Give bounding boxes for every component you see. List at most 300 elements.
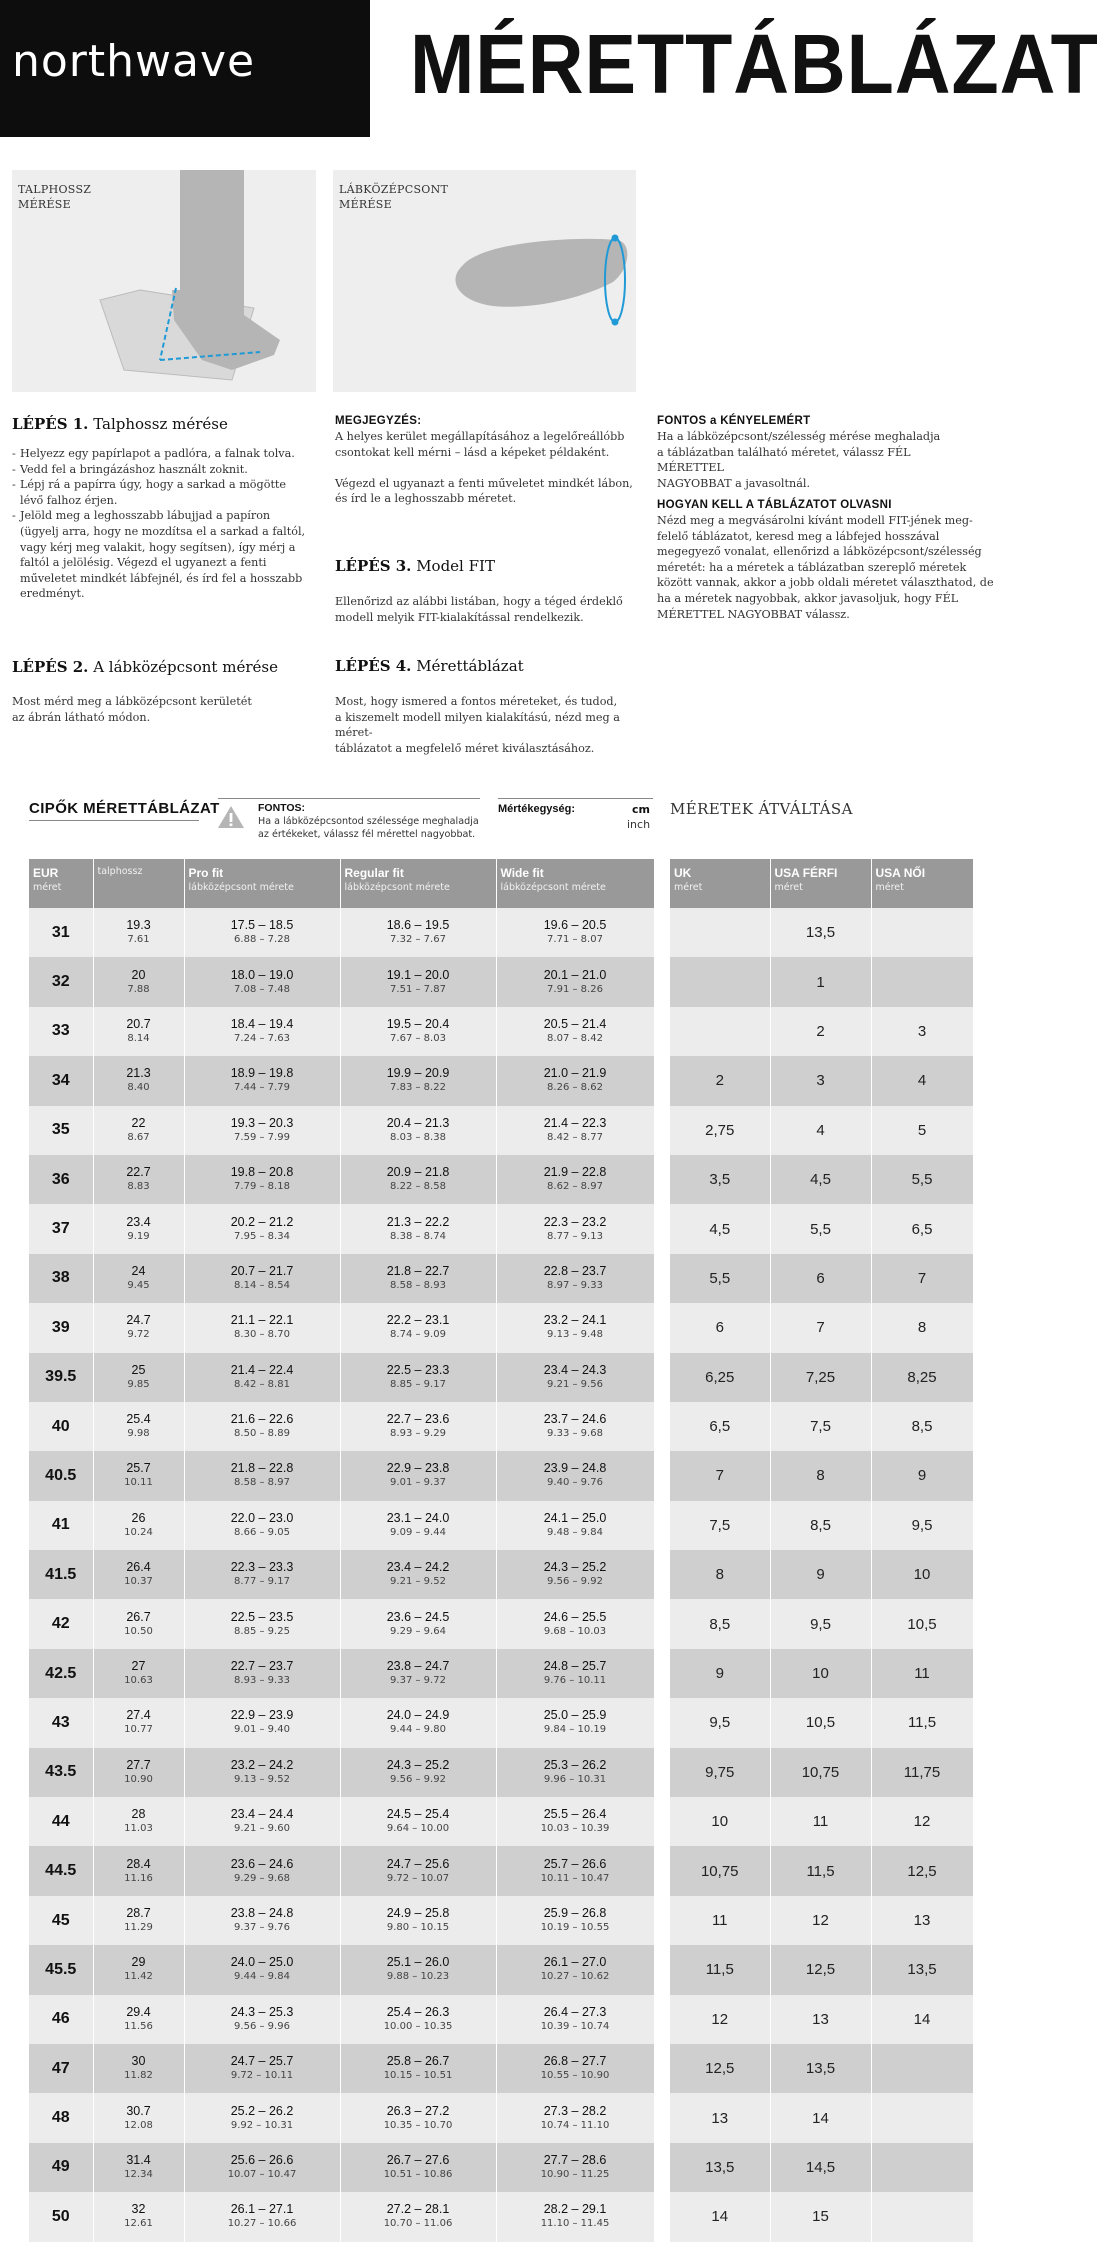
usa-women-size-cell: 5 [871, 1106, 973, 1155]
usa-women-size-cell: 8,5 [871, 1402, 973, 1451]
usa-men-size-cell: 10,5 [770, 1698, 871, 1747]
pro-fit-cell: 26.1 – 27.1 10.27 – 10.66 [184, 2192, 340, 2241]
table-row [29, 1995, 654, 2044]
conversion-table-title: MÉRETEK ÁTVÁLTÁSA [670, 800, 853, 818]
uk-size-cell: 6,25 [670, 1353, 770, 1402]
wide-fit-cell: 24.6 – 25.5 9.68 – 10.03 [496, 1599, 654, 1648]
wide-fit-cell: 26.8 – 27.7 10.55 – 10.90 [496, 2044, 654, 2093]
usa-men-size-cell: 8 [770, 1451, 871, 1500]
eur-size-cell: 38 [29, 1254, 93, 1303]
pro-fit-cell: 23.8 – 24.8 9.37 – 9.76 [184, 1896, 340, 1945]
usa-women-size-cell: 10,5 [871, 1599, 973, 1648]
eur-size-cell: 35 [29, 1106, 93, 1155]
usa-women-size-cell: 13,5 [871, 1945, 973, 1994]
table-row [670, 1501, 973, 1550]
warning-heading: FONTOS: [258, 802, 306, 814]
eur-size-cell: 49 [29, 2143, 93, 2192]
usa-women-size-cell: 12 [871, 1797, 973, 1846]
foot-length-cell: 28.7 11.29 [93, 1896, 184, 1945]
eur-size-cell: 50 [29, 2192, 93, 2241]
howto-heading: HOGYAN KELL A TÁBLÁZATOT OLVASNI [657, 499, 892, 511]
usa-women-size-cell [871, 957, 973, 1006]
regular-fit-cell: 21.8 – 22.7 8.58 – 8.93 [340, 1254, 496, 1303]
wide-fit-cell: 24.3 – 25.2 9.56 – 9.92 [496, 1550, 654, 1599]
foot-length-cell: 25 9.85 [93, 1353, 184, 1402]
regular-fit-cell: 25.4 – 26.3 10.00 – 10.35 [340, 1995, 496, 2044]
pro-fit-cell: 24.0 – 25.0 9.44 – 9.84 [184, 1945, 340, 1994]
column-header-usa-women: USA NŐI méret [871, 859, 973, 908]
regular-fit-cell: 24.9 – 25.8 9.80 – 10.15 [340, 1896, 496, 1945]
foot-label: TALPHOSSZ MÉRÉSE [18, 183, 92, 211]
divider [498, 798, 653, 799]
wide-fit-cell: 23.4 – 24.3 9.21 – 9.56 [496, 1353, 654, 1402]
step1-heading: LÉPÉS 1. Talphossz mérése [12, 415, 228, 433]
step4-text: Most, hogy ismered a fontos méreteket, és tudod, a kiszemelt modell milyen kialakítású, nézd meg a méret- táblázatot a megfelelő méret kiválasztásához. [335, 695, 620, 755]
step2-text: Most mérd meg a lábközépcsont kerületét az ábrán látható módon. [12, 695, 252, 724]
regular-fit-cell: 23.8 – 24.7 9.37 – 9.72 [340, 1649, 496, 1698]
foot-length-cell: 26.7 10.50 [93, 1599, 184, 1648]
foot-length-cell: 22 8.67 [93, 1106, 184, 1155]
uk-size-cell: 7 [670, 1451, 770, 1500]
wide-fit-cell: 22.8 – 23.7 8.97 – 9.33 [496, 1254, 654, 1303]
usa-men-size-cell: 11 [770, 1797, 871, 1846]
comfort-text: Ha a lábközépcsont/szélesség mérése meghaladja a táblázatban található méretet, válassz FÉL MÉRETTEL NAGYOBBAT a javasoltnál. [657, 430, 941, 490]
size-table-header [29, 859, 654, 908]
table-row [29, 1649, 654, 1698]
eur-size-cell: 45 [29, 1896, 93, 1945]
pro-fit-cell: 19.3 – 20.3 7.59 – 7.99 [184, 1106, 340, 1155]
foot-length-cell: 30.7 12.08 [93, 2093, 184, 2142]
wide-fit-cell: 26.1 – 27.0 10.27 – 10.62 [496, 1945, 654, 1994]
table-row [670, 1945, 973, 1994]
uk-size-cell: 12 [670, 1995, 770, 2044]
usa-women-size-cell: 10 [871, 1550, 973, 1599]
eur-size-cell: 40 [29, 1402, 93, 1451]
uk-size-cell: 9,5 [670, 1698, 770, 1747]
wide-fit-cell: 19.6 – 20.5 7.71 – 8.07 [496, 908, 654, 957]
uk-size-cell [670, 957, 770, 1006]
pro-fit-cell: 20.2 – 21.2 7.95 – 8.34 [184, 1204, 340, 1253]
unit-label: Mértékegység: [498, 803, 576, 815]
usa-men-size-cell: 12 [770, 1896, 871, 1945]
usa-women-size-cell: 8 [871, 1303, 973, 1352]
pro-fit-cell: 23.4 – 24.4 9.21 – 9.60 [184, 1797, 340, 1846]
uk-size-cell: 10 [670, 1797, 770, 1846]
wide-fit-cell: 25.9 – 26.8 10.19 – 10.55 [496, 1896, 654, 1945]
uk-size-cell [670, 908, 770, 957]
regular-fit-cell: 23.4 – 24.2 9.21 – 9.52 [340, 1550, 496, 1599]
table-row [670, 1846, 973, 1895]
foot-length-cell: 29 11.42 [93, 1945, 184, 1994]
table-row [29, 1402, 654, 1451]
foot-length-cell: 28.4 11.16 [93, 1846, 184, 1895]
usa-women-size-cell: 3 [871, 1007, 973, 1056]
eur-size-cell: 43.5 [29, 1748, 93, 1797]
wide-fit-cell: 28.2 – 29.1 11.10 – 11.45 [496, 2192, 654, 2241]
table-row [670, 1007, 973, 1056]
eur-size-cell: 46 [29, 1995, 93, 2044]
wide-fit-cell: 22.3 – 23.2 8.77 – 9.13 [496, 1204, 654, 1253]
pro-fit-cell: 24.7 – 25.7 9.72 – 10.11 [184, 2044, 340, 2093]
usa-women-size-cell: 4 [871, 1056, 973, 1105]
foot-length-cell: 24.7 9.72 [93, 1303, 184, 1352]
brand-logo-block [0, 0, 370, 137]
column-header-regular-fit: Regular fit lábközépcsont mérete [340, 859, 496, 908]
pro-fit-cell: 19.8 – 20.8 7.79 – 8.18 [184, 1155, 340, 1204]
regular-fit-cell: 26.7 – 27.6 10.51 – 10.86 [340, 2143, 496, 2192]
pro-fit-cell: 24.3 – 25.3 9.56 – 9.96 [184, 1995, 340, 2044]
size-table [29, 859, 655, 2242]
uk-size-cell: 11 [670, 1896, 770, 1945]
regular-fit-cell: 22.9 – 23.8 9.01 – 9.37 [340, 1451, 496, 1500]
eur-size-cell: 39 [29, 1303, 93, 1352]
conversion-table-header [670, 859, 973, 908]
foot-length-cell: 20 7.88 [93, 957, 184, 1006]
table-row [670, 2143, 973, 2192]
table-row [29, 957, 654, 1006]
table-row [29, 1550, 654, 1599]
usa-men-size-cell: 13,5 [770, 908, 871, 957]
uk-size-cell: 6 [670, 1303, 770, 1352]
foot-length-cell: 31.4 12.34 [93, 2143, 184, 2192]
foot-length-cell: 20.7 8.14 [93, 1007, 184, 1056]
midfoot-label: LÁBKÖZÉPCSONT MÉRÉSE [339, 183, 449, 211]
eur-size-cell: 36 [29, 1155, 93, 1204]
pro-fit-cell: 18.4 – 19.4 7.24 – 7.63 [184, 1007, 340, 1056]
table-row [29, 1155, 654, 1204]
step3-heading: LÉPÉS 3. Model FIT [335, 557, 495, 575]
usa-men-size-cell: 2 [770, 1007, 871, 1056]
usa-women-size-cell [871, 2044, 973, 2093]
usa-women-size-cell: 5,5 [871, 1155, 973, 1204]
regular-fit-cell: 21.3 – 22.2 8.38 – 8.74 [340, 1204, 496, 1253]
uk-size-cell: 10,75 [670, 1846, 770, 1895]
foot-length-cell: 27 10.63 [93, 1649, 184, 1698]
usa-women-size-cell [871, 2143, 973, 2192]
foot-length-cell: 21.3 8.40 [93, 1056, 184, 1105]
regular-fit-cell: 18.6 – 19.5 7.32 – 7.67 [340, 908, 496, 957]
conversion-table [670, 859, 974, 2242]
uk-size-cell: 5,5 [670, 1254, 770, 1303]
usa-men-size-cell: 9,5 [770, 1599, 871, 1648]
usa-women-size-cell: 13 [871, 1896, 973, 1945]
wide-fit-cell: 20.1 – 21.0 7.91 – 8.26 [496, 957, 654, 1006]
wide-fit-cell: 27.7 – 28.6 10.90 – 11.25 [496, 2143, 654, 2192]
eur-size-cell: 31 [29, 908, 93, 957]
usa-women-size-cell [871, 908, 973, 957]
eur-size-cell: 47 [29, 2044, 93, 2093]
usa-men-size-cell: 5,5 [770, 1204, 871, 1253]
uk-size-cell: 2 [670, 1056, 770, 1105]
foot-length-illustration [12, 170, 316, 392]
eur-size-cell: 43 [29, 1698, 93, 1747]
uk-size-cell: 9,75 [670, 1748, 770, 1797]
uk-size-cell: 8 [670, 1550, 770, 1599]
table-row [29, 1698, 654, 1747]
list-item: - Helyezz egy papírlapot a padlóra, a falnak tolva. [12, 446, 312, 462]
usa-men-size-cell: 9 [770, 1550, 871, 1599]
table-row [29, 1451, 654, 1500]
wide-fit-cell: 25.5 – 26.4 10.03 – 10.39 [496, 1797, 654, 1846]
regular-fit-cell: 25.1 – 26.0 9.88 – 10.23 [340, 1945, 496, 1994]
foot-length-cell: 23.4 9.19 [93, 1204, 184, 1253]
wide-fit-cell: 20.5 – 21.4 8.07 – 8.42 [496, 1007, 654, 1056]
size-table-title: CIPŐK MÉRETTÁBLÁZAT [29, 800, 220, 817]
column-header-length: talphossz [93, 859, 184, 908]
uk-size-cell: 4,5 [670, 1204, 770, 1253]
table-row [29, 1106, 654, 1155]
foot-length-cell: 27.7 10.90 [93, 1748, 184, 1797]
uk-size-cell: 13,5 [670, 2143, 770, 2192]
wide-fit-cell: 21.9 – 22.8 8.62 – 8.97 [496, 1155, 654, 1204]
page-title: MÉRETTÁBLÁZAT [410, 17, 1099, 111]
list-item: - Lépj rá a papírra úgy, hogy a sarkad a mögötte lévő falhoz érjen. [12, 477, 312, 508]
usa-women-size-cell [871, 2192, 973, 2241]
howto-text: Nézd meg a megvásárolni kívánt modell FIT-jének meg- felelő táblázatot, keresd meg a lábfejed hosszával megegyező vonalat, ellenőrizd a lábközépcsont/szélesség méretét: ha a méretek a táblázatban szereplő méretek között vannak, akkor a jobb oldali méretet választhatod, de ha a méretek nagyobbak, akkor javasoljuk, hogy FÉL MÉRETTEL NAGYOBBAT válassz. [657, 514, 994, 621]
table-row [670, 908, 973, 957]
eur-size-cell: 45.5 [29, 1945, 93, 1994]
pro-fit-cell: 22.5 – 23.5 8.85 – 9.25 [184, 1599, 340, 1648]
pro-fit-cell: 21.8 – 22.8 8.58 – 8.97 [184, 1451, 340, 1500]
usa-men-size-cell: 1 [770, 957, 871, 1006]
usa-men-size-cell: 10,75 [770, 1748, 871, 1797]
usa-men-size-cell: 12,5 [770, 1945, 871, 1994]
table-row [29, 1896, 654, 1945]
uk-size-cell: 3,5 [670, 1155, 770, 1204]
table-row [29, 1353, 654, 1402]
table-row [670, 1353, 973, 1402]
foot-length-cell: 26.4 10.37 [93, 1550, 184, 1599]
step2-heading: LÉPÉS 2. A lábközépcsont mérése [12, 658, 278, 676]
step4-heading: LÉPÉS 4. Mérettáblázat [335, 657, 524, 675]
brand-logo: northwave [12, 36, 256, 87]
table-row [670, 2093, 973, 2142]
comfort-heading: FONTOS a KÉNYELEMÉRT [657, 415, 811, 427]
pro-fit-cell: 17.5 – 18.5 6.88 – 7.28 [184, 908, 340, 957]
foot-length-cell: 27.4 10.77 [93, 1698, 184, 1747]
column-header-uk: UK méret [670, 859, 770, 908]
warning-text: Ha a lábközépcsontod szélessége meghaladja az értékeket, válassz fél mérettel nagyobbat. [258, 816, 479, 840]
table-row [29, 1254, 654, 1303]
pro-fit-cell: 21.1 – 22.1 8.30 – 8.70 [184, 1303, 340, 1352]
usa-women-size-cell [871, 2093, 973, 2142]
usa-men-size-cell: 3 [770, 1056, 871, 1105]
foot-length-cell: 32 12.61 [93, 2192, 184, 2241]
eur-size-cell: 44.5 [29, 1846, 93, 1895]
pro-fit-cell: 18.0 – 19.0 7.08 – 7.48 [184, 957, 340, 1006]
uk-size-cell [670, 1007, 770, 1056]
regular-fit-cell: 23.1 – 24.0 9.09 – 9.44 [340, 1501, 496, 1550]
table-row [29, 1007, 654, 1056]
column-header-pro-fit: Pro fit lábközépcsont mérete [184, 859, 340, 908]
usa-men-size-cell: 14,5 [770, 2143, 871, 2192]
table-row [29, 1501, 654, 1550]
regular-fit-cell: 26.3 – 27.2 10.35 – 10.70 [340, 2093, 496, 2142]
table-row [670, 1451, 973, 1500]
wide-fit-cell: 21.4 – 22.3 8.42 – 8.77 [496, 1106, 654, 1155]
table-row [29, 2192, 654, 2241]
list-item: - Vedd fel a bringázáshoz használt zoknit. [12, 462, 312, 478]
pro-fit-cell: 21.4 – 22.4 8.42 – 8.81 [184, 1353, 340, 1402]
table-row [670, 1254, 973, 1303]
foot-length-cell: 22.7 8.83 [93, 1155, 184, 1204]
regular-fit-cell: 24.3 – 25.2 9.56 – 9.92 [340, 1748, 496, 1797]
foot-length-cell: 25.7 10.11 [93, 1451, 184, 1500]
regular-fit-cell: 20.4 – 21.3 8.03 – 8.38 [340, 1106, 496, 1155]
usa-men-size-cell: 15 [770, 2192, 871, 2241]
table-row [670, 1303, 973, 1352]
table-row [29, 1056, 654, 1105]
regular-fit-cell: 22.7 – 23.6 8.93 – 9.29 [340, 1402, 496, 1451]
usa-men-size-cell: 13 [770, 1995, 871, 2044]
midfoot-illustration [333, 170, 636, 392]
eur-size-cell: 37 [29, 1204, 93, 1253]
table-row [29, 2143, 654, 2192]
eur-size-cell: 41 [29, 1501, 93, 1550]
eur-size-cell: 39.5 [29, 1353, 93, 1402]
regular-fit-cell: 22.5 – 23.3 8.85 – 9.17 [340, 1353, 496, 1402]
table-row [29, 1748, 654, 1797]
usa-women-size-cell: 11 [871, 1649, 973, 1698]
eur-size-cell: 41.5 [29, 1550, 93, 1599]
eur-size-cell: 34 [29, 1056, 93, 1105]
wide-fit-cell: 23.7 – 24.6 9.33 – 9.68 [496, 1402, 654, 1451]
foot-length-cell: 24 9.45 [93, 1254, 184, 1303]
uk-size-cell: 7,5 [670, 1501, 770, 1550]
divider [29, 820, 199, 821]
usa-women-size-cell: 14 [871, 1995, 973, 2044]
eur-size-cell: 42.5 [29, 1649, 93, 1698]
table-row [670, 1204, 973, 1253]
regular-fit-cell: 22.2 – 23.1 8.74 – 9.09 [340, 1303, 496, 1352]
regular-fit-cell: 19.1 – 20.0 7.51 – 7.87 [340, 957, 496, 1006]
foot-length-cell: 29.4 11.56 [93, 1995, 184, 2044]
column-header-wide-fit: Wide fit lábközépcsont mérete [496, 859, 654, 908]
table-row [670, 1106, 973, 1155]
pro-fit-cell: 18.9 – 19.8 7.44 – 7.79 [184, 1056, 340, 1105]
usa-men-size-cell: 6 [770, 1254, 871, 1303]
regular-fit-cell: 25.8 – 26.7 10.15 – 10.51 [340, 2044, 496, 2093]
usa-women-size-cell: 9 [871, 1451, 973, 1500]
regular-fit-cell: 23.6 – 24.5 9.29 – 9.64 [340, 1599, 496, 1648]
usa-men-size-cell: 7,5 [770, 1402, 871, 1451]
regular-fit-cell: 20.9 – 21.8 8.22 – 8.58 [340, 1155, 496, 1204]
table-row [670, 1797, 973, 1846]
table-row [670, 1698, 973, 1747]
pro-fit-cell: 23.6 – 24.6 9.29 – 9.68 [184, 1846, 340, 1895]
table-row [670, 957, 973, 1006]
uk-size-cell: 2,75 [670, 1106, 770, 1155]
wide-fit-cell: 26.4 – 27.3 10.39 – 10.74 [496, 1995, 654, 2044]
table-row [29, 1945, 654, 1994]
pro-fit-cell: 21.6 – 22.6 8.50 – 8.89 [184, 1402, 340, 1451]
foot-length-cell: 25.4 9.98 [93, 1402, 184, 1451]
usa-men-size-cell: 7 [770, 1303, 871, 1352]
table-row [29, 1599, 654, 1648]
table-row [670, 1995, 973, 2044]
usa-men-size-cell: 13,5 [770, 2044, 871, 2093]
uk-size-cell: 13 [670, 2093, 770, 2142]
table-row [29, 1846, 654, 1895]
eur-size-cell: 40.5 [29, 1451, 93, 1500]
uk-size-cell: 14 [670, 2192, 770, 2241]
usa-women-size-cell: 11,75 [871, 1748, 973, 1797]
table-row [670, 1402, 973, 1451]
pro-fit-cell: 22.7 – 23.7 8.93 – 9.33 [184, 1649, 340, 1698]
eur-size-cell: 32 [29, 957, 93, 1006]
unit-inch: inch [627, 818, 651, 831]
table-row [29, 1303, 654, 1352]
usa-women-size-cell: 11,5 [871, 1698, 973, 1747]
usa-men-size-cell: 8,5 [770, 1501, 871, 1550]
usa-women-size-cell: 9,5 [871, 1501, 973, 1550]
table-row [29, 2093, 654, 2142]
usa-women-size-cell: 7 [871, 1254, 973, 1303]
wide-fit-cell: 25.0 – 25.9 9.84 – 10.19 [496, 1698, 654, 1747]
note-heading: MEGJEGYZÉS: [335, 415, 422, 427]
eur-size-cell: 42 [29, 1599, 93, 1648]
table-row [29, 1797, 654, 1846]
regular-fit-cell: 24.0 – 24.9 9.44 – 9.80 [340, 1698, 496, 1747]
divider [218, 798, 480, 799]
usa-men-size-cell: 10 [770, 1649, 871, 1698]
uk-size-cell: 8,5 [670, 1599, 770, 1648]
wide-fit-cell: 23.9 – 24.8 9.40 – 9.76 [496, 1451, 654, 1500]
table-row [670, 1649, 973, 1698]
pro-fit-cell: 22.0 – 23.0 8.66 – 9.05 [184, 1501, 340, 1550]
table-row [670, 1056, 973, 1105]
regular-fit-cell: 24.5 – 25.4 9.64 – 10.00 [340, 1797, 496, 1846]
step3-text: Ellenőrizd az alábbi listában, hogy a téged érdeklő modell melyik FIT-kialakítással rendelkezik. [335, 595, 623, 624]
table-row [29, 1204, 654, 1253]
regular-fit-cell: 19.9 – 20.9 7.83 – 8.22 [340, 1056, 496, 1105]
list-item: - Jelöld meg a leghosszabb lábujjad a papíron (ügyelj arra, hogy ne mozdítsa el a sarkad a faltól, vagy kérj meg valakit, hogy segítsen), így mérj a faltól a jelölésig. Végezd el ugyanezt a fenti műveletet mindkét lábfejnél, és írd fel a hosszabb eredményt. [12, 508, 312, 602]
unit-cm: cm [632, 803, 650, 816]
note-text: A helyes kerület megállapításához a legelőreállóbb csontokat kell mérni – lásd a képeket példaként. Végezd el ugyanazt a fenti műveletet mindkét lábon, és írd le a leghosszabb méretet. [335, 430, 633, 506]
table-row [29, 2044, 654, 2093]
table-row [29, 908, 654, 957]
usa-men-size-cell: 4,5 [770, 1155, 871, 1204]
table-row [670, 1550, 973, 1599]
table-row [670, 2044, 973, 2093]
foot-length-cell: 30 11.82 [93, 2044, 184, 2093]
wide-fit-cell: 21.0 – 21.9 8.26 – 8.62 [496, 1056, 654, 1105]
table-row [670, 1155, 973, 1204]
usa-women-size-cell: 6,5 [871, 1204, 973, 1253]
column-header-usa-men: USA FÉRFI méret [770, 859, 871, 908]
regular-fit-cell: 19.5 – 20.4 7.67 – 8.03 [340, 1007, 496, 1056]
table-row [670, 1599, 973, 1648]
pro-fit-cell: 25.6 – 26.6 10.07 – 10.47 [184, 2143, 340, 2192]
usa-men-size-cell: 11,5 [770, 1846, 871, 1895]
wide-fit-cell: 24.8 – 25.7 9.76 – 10.11 [496, 1649, 654, 1698]
pro-fit-cell: 23.2 – 24.2 9.13 – 9.52 [184, 1748, 340, 1797]
uk-size-cell: 12,5 [670, 2044, 770, 2093]
eur-size-cell: 44 [29, 1797, 93, 1846]
wide-fit-cell: 27.3 – 28.2 10.74 – 11.10 [496, 2093, 654, 2142]
pro-fit-cell: 22.9 – 23.9 9.01 – 9.40 [184, 1698, 340, 1747]
uk-size-cell: 6,5 [670, 1402, 770, 1451]
usa-men-size-cell: 14 [770, 2093, 871, 2142]
regular-fit-cell: 24.7 – 25.6 9.72 – 10.07 [340, 1846, 496, 1895]
regular-fit-cell: 27.2 – 28.1 10.70 – 11.06 [340, 2192, 496, 2241]
foot-length-cell: 26 10.24 [93, 1501, 184, 1550]
eur-size-cell: 33 [29, 1007, 93, 1056]
wide-fit-cell: 25.7 – 26.6 10.11 – 10.47 [496, 1846, 654, 1895]
uk-size-cell: 9 [670, 1649, 770, 1698]
foot-length-cell: 28 11.03 [93, 1797, 184, 1846]
pro-fit-cell: 25.2 – 26.2 9.92 – 10.31 [184, 2093, 340, 2142]
